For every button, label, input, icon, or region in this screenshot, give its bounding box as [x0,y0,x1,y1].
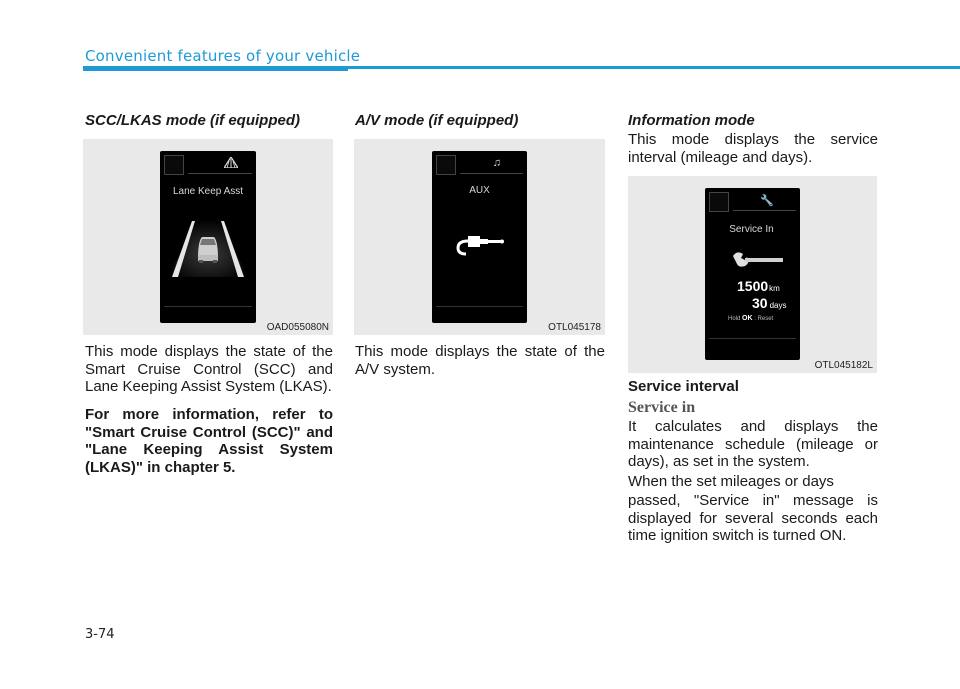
lane-icon [224,157,238,168]
service-figure [628,176,877,373]
car-lanes-illustration [168,219,248,277]
av-description: This mode displays the state of the A/V system. [355,343,605,378]
service-interval-heading: Service interval [628,378,739,395]
ok-label: OK [742,315,753,322]
information-intro: This mode displays the service interval (mileage and days). [628,131,878,166]
hold-ok-reset-hint: Hold OK : Reset [728,315,774,322]
page-number: 3-74 [85,627,115,642]
figure-code: OTL045178 [548,322,601,333]
aux-plug-icon [454,231,506,257]
header-rule-accent [83,66,348,71]
av-figure [354,139,605,335]
av-screen-label: AUX [469,185,490,196]
lkas-figure [83,139,333,335]
music-note-icon: ♫ [492,157,501,169]
service-message-text: passed, "Service in" message is displayed for several seconds each time ignition switch is turned ON. [628,492,878,544]
information-mode-heading: Information mode [628,112,755,129]
section-title: Convenient features of your vehicle [85,47,361,65]
service-in-heading: Service in [628,399,696,416]
scc-description: This mode displays the state of the Smart Cruise Control (SCC) and Lane Keeping Assist System (LKAS). [85,343,333,395]
service-calc-text: It calculates and displays the maintenance schedule (mileage or days), as set in the system. [628,418,878,470]
service-km-unit: km [769,284,780,293]
service-wrench-illustration [731,250,785,270]
scc-lkas-heading: SCC/LKAS mode (if equipped) [85,112,300,129]
service-mileage-text: When the set mileages or days [628,473,834,490]
lkas-screen-label: Lane Keep Asst [172,186,244,197]
av-lcd-screen [432,151,527,323]
lcd-corner-box [164,155,184,175]
service-lcd-screen [705,188,800,360]
service-days-unit: days [769,301,787,310]
service-days-value: 30 [752,295,768,311]
car-icon [198,237,218,263]
service-km-value: 1500 [737,278,769,294]
figure-code: OTL045182L [814,360,873,371]
av-mode-heading: A/V mode (if equipped) [355,112,519,129]
wrench-icon: 🔧 [760,195,774,207]
figure-code: OAD055080N [266,322,329,333]
scc-reference: For more information, refer to "Smart Cruise Control (SCC)" and "Lane Keeping Assist System (LKAS)" in chapter 5. [85,406,333,476]
service-screen-label: Service In [729,224,774,235]
lkas-lcd-screen [160,151,256,323]
